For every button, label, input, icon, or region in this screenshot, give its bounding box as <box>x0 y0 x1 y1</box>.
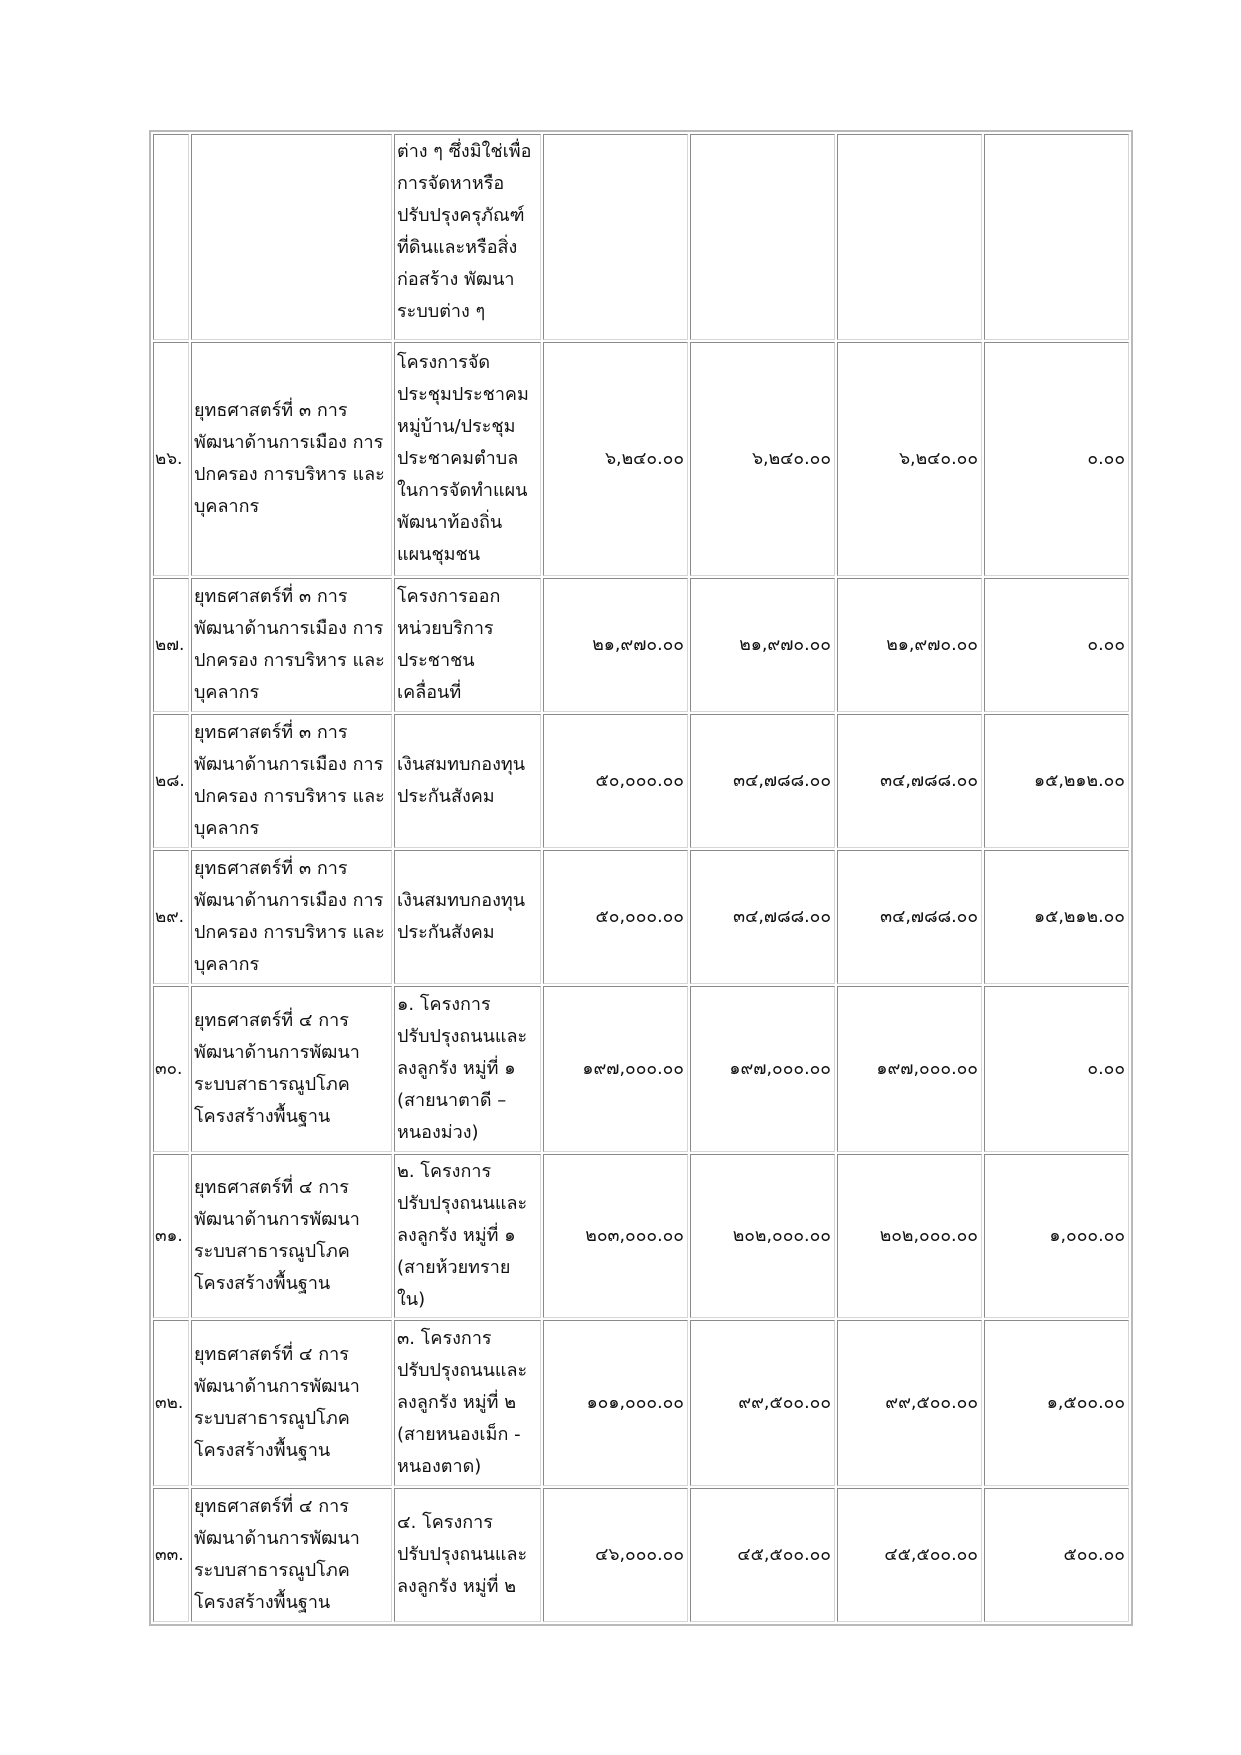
project-cell: เงินสมทบกองทุนประกันสังคม <box>394 850 541 984</box>
strategy-cell: ยุทธศาสตร์ที่ ๔ การพัฒนาด้านการพัฒนาระบบสาธารณูปโภค โครงสร้างพื้นฐาน <box>191 986 392 1152</box>
strategy-cell: ยุทธศาสตร์ที่ ๔ การพัฒนาด้านการพัฒนาระบบสาธารณูปโภค โครงสร้างพื้นฐาน <box>191 1154 392 1318</box>
approved-cell: ๓๔,๗๘๘.๐๐ <box>690 850 835 984</box>
project-cell: โครงการจัดประชุมประชาคมหมู่บ้าน/ประชุมประชาคมตำบลในการจัดทำแผนพัฒนาท้องถิ่น แผนชุมชน <box>394 342 541 576</box>
remaining-cell: ๐.๐๐ <box>984 986 1129 1152</box>
disbursed-cell <box>837 134 982 340</box>
approved-cell: ๑๙๗,๐๐๐.๐๐ <box>690 986 835 1152</box>
table-row <box>153 1488 1129 1622</box>
strategy-cell: ยุทธศาสตร์ที่ ๓ การพัฒนาด้านการเมือง การปกครอง การบริหาร และบุคลากร <box>191 850 392 984</box>
disbursed-cell: ๓๔,๗๘๘.๐๐ <box>837 714 982 848</box>
remaining-cell: ๐.๐๐ <box>984 342 1129 576</box>
remaining-cell: ๐.๐๐ <box>984 578 1129 712</box>
budget-cell: ๔๖,๐๐๐.๐๐ <box>543 1488 688 1622</box>
approved-cell <box>690 134 835 340</box>
project-cell: โครงการออกหน่วยบริการประชาชนเคลื่อนที่ <box>394 578 541 712</box>
row-number: ๒๙. <box>153 850 189 984</box>
row-number: ๓๒. <box>153 1320 189 1486</box>
disbursed-cell: ๓๔,๗๘๘.๐๐ <box>837 850 982 984</box>
disbursed-cell: ๒๐๒,๐๐๐.๐๐ <box>837 1154 982 1318</box>
disbursed-cell: ๖,๒๔๐.๐๐ <box>837 342 982 576</box>
project-cell: ๔. โครงการปรับปรุงถนนและลงลูกรัง หมู่ที่ ๒ <box>394 1488 541 1622</box>
project-cell: ๑. โครงการปรับปรุงถนนและลงลูกรัง หมู่ที่ ๑ (สายนาตาดี – หนองม่วง) <box>394 986 541 1152</box>
approved-cell: ๒๑,๙๗๐.๐๐ <box>690 578 835 712</box>
budget-cell: ๕๐,๐๐๐.๐๐ <box>543 850 688 984</box>
table-row <box>153 850 1129 984</box>
row-number: ๒๗. <box>153 578 189 712</box>
remaining-cell: ๑๕,๒๑๒.๐๐ <box>984 714 1129 848</box>
disbursed-cell: ๒๑,๙๗๐.๐๐ <box>837 578 982 712</box>
row-number: ๓๐. <box>153 986 189 1152</box>
strategy-cell: ยุทธศาสตร์ที่ ๔ การพัฒนาด้านการพัฒนาระบบสาธารณูปโภค โครงสร้างพื้นฐาน <box>191 1488 392 1622</box>
budget-cell: ๕๐,๐๐๐.๐๐ <box>543 714 688 848</box>
table-row <box>153 578 1129 712</box>
budget-cell <box>543 134 688 340</box>
strategy-cell: ยุทธศาสตร์ที่ ๓ การพัฒนาด้านการเมือง การปกครอง การบริหาร และบุคลากร <box>191 714 392 848</box>
table-row <box>153 134 1129 340</box>
approved-cell: ๖,๒๔๐.๐๐ <box>690 342 835 576</box>
project-cell: ๒. โครงการปรับปรุงถนนและลงลูกรัง หมู่ที่ ๑ (สายห้วยทรายใน) <box>394 1154 541 1318</box>
row-number: ๒๖. <box>153 342 189 576</box>
table-row <box>153 1320 1129 1486</box>
row-number: ๓๑. <box>153 1154 189 1318</box>
strategy-cell: ยุทธศาสตร์ที่ ๔ การพัฒนาด้านการพัฒนาระบบสาธารณูปโภค โครงสร้างพื้นฐาน <box>191 1320 392 1486</box>
row-number: ๓๓. <box>153 1488 189 1622</box>
budget-cell: ๑๐๑,๐๐๐.๐๐ <box>543 1320 688 1486</box>
table-row <box>153 1154 1129 1318</box>
approved-cell: ๒๐๒,๐๐๐.๐๐ <box>690 1154 835 1318</box>
remaining-cell <box>984 134 1129 340</box>
approved-cell: ๔๕,๕๐๐.๐๐ <box>690 1488 835 1622</box>
approved-cell: ๙๙,๕๐๐.๐๐ <box>690 1320 835 1486</box>
remaining-cell: ๑,๐๐๐.๐๐ <box>984 1154 1129 1318</box>
budget-cell: ๒๑,๙๗๐.๐๐ <box>543 578 688 712</box>
project-cell: ต่าง ๆ ซึ่งมิใช่เพื่อการจัดหาหรือปรับปรุงครุภัณฑ์ ที่ดินและหรือสิ่งก่อสร้าง พัฒนาระบบต่าง ๆ <box>394 134 541 340</box>
project-cell: เงินสมทบกองทุนประกันสังคม <box>394 714 541 848</box>
disbursed-cell: ๙๙,๕๐๐.๐๐ <box>837 1320 982 1486</box>
row-number <box>153 134 189 340</box>
budget-cell: ๒๐๓,๐๐๐.๐๐ <box>543 1154 688 1318</box>
budget-cell: ๑๙๗,๐๐๐.๐๐ <box>543 986 688 1152</box>
disbursed-cell: ๔๕,๕๐๐.๐๐ <box>837 1488 982 1622</box>
strategy-cell: ยุทธศาสตร์ที่ ๓ การพัฒนาด้านการเมือง การปกครอง การบริหาร และบุคลากร <box>191 578 392 712</box>
table-row <box>153 342 1129 576</box>
strategy-cell <box>191 134 392 340</box>
project-cell: ๓. โครงการปรับปรุงถนนและลงลูกรัง หมู่ที่ ๒ (สายหนองเม็ก - หนองตาด) <box>394 1320 541 1486</box>
budget-cell: ๖,๒๔๐.๐๐ <box>543 342 688 576</box>
row-number: ๒๘. <box>153 714 189 848</box>
table-row <box>153 986 1129 1152</box>
approved-cell: ๓๔,๗๘๘.๐๐ <box>690 714 835 848</box>
remaining-cell: ๑,๕๐๐.๐๐ <box>984 1320 1129 1486</box>
strategy-cell: ยุทธศาสตร์ที่ ๓ การพัฒนาด้านการเมือง การปกครอง การบริหาร และบุคลากร <box>191 342 392 576</box>
table-row <box>153 714 1129 848</box>
budget-table <box>149 130 1133 1626</box>
remaining-cell: ๑๕,๒๑๒.๐๐ <box>984 850 1129 984</box>
remaining-cell: ๕๐๐.๐๐ <box>984 1488 1129 1622</box>
disbursed-cell: ๑๙๗,๐๐๐.๐๐ <box>837 986 982 1152</box>
